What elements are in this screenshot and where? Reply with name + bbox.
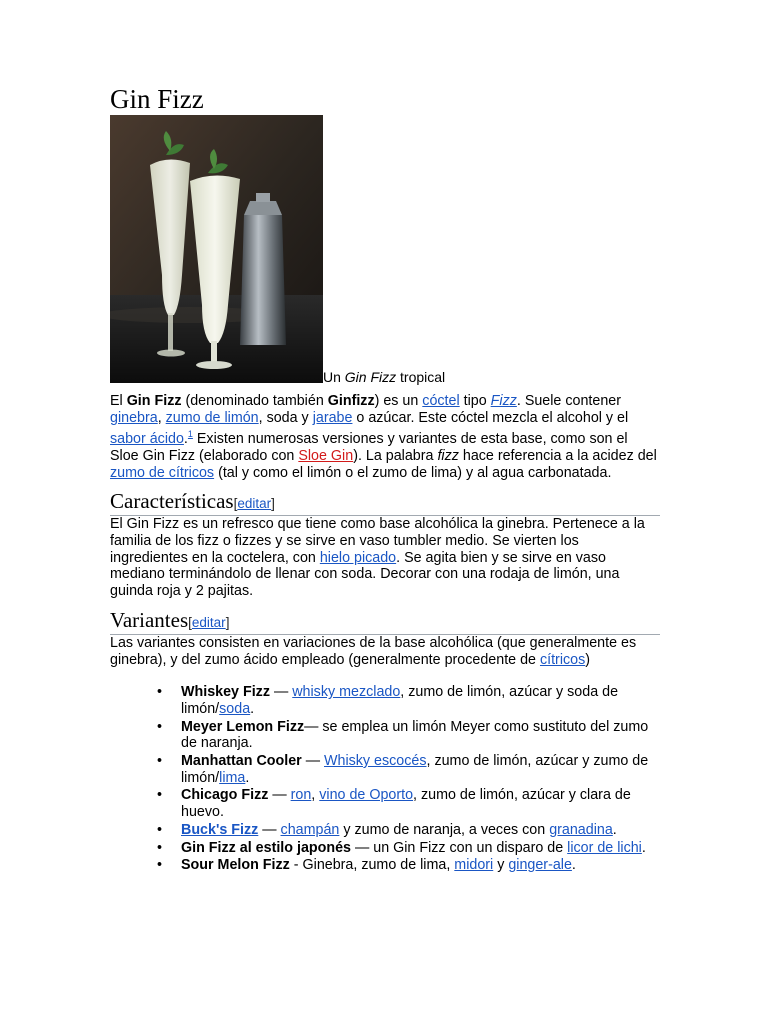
edit-section-control: [editar] [188, 614, 230, 630]
list-item: • Gin Fizz al estilo japonés — un Gin Fizz con un disparo de licor de lichi. [157, 839, 646, 856]
link-fizz[interactable]: Fizz [490, 393, 517, 409]
link-ginebra[interactable]: ginebra [110, 409, 158, 426]
link-licor-de-lichi[interactable]: licor de lichi [567, 839, 642, 856]
link-sloe-gin[interactable]: Sloe Gin [298, 447, 354, 464]
bullet-icon: • [157, 684, 163, 701]
reference-link[interactable]: 1 [187, 429, 193, 440]
link-bucks-fizz[interactable]: Buck's Fizz [181, 821, 259, 838]
bullet-icon: • [157, 718, 163, 735]
intro-paragraph: El Gin Fizz (denominado también Ginfizz) es un cóctel tipo Fizz. Suele contener ginebra, zumo de limón, soda y jarabe o azúcar. Este cóctel mezcla el alcohol y el sabor ácido.$^1$ Existen numerosas versiones y variantes de esta base, como son el Sloe Gin Fizz (elaborado con Sloe Gin). La palabra fizz hace referencia a la acidez del zumo de cítricos (tal y como el limón o el zumo de lima) y al agua carbonatada. [110, 393, 657, 481]
caracteristicas-paragraph: El Gin Fizz es un refresco que tiene como base alcohólica la ginebra. Pertenece a la familia de los fizz o fizzes y se sirve en vaso tumbler medio. Se vierten los ingredientes en la coctelera, con hielo picado. Se agita bien y se sirve en vaso mediano terminándolo de llenar con soda. Decorar con una rodaja de limón, una guinda roja y 2 pajitas. [110, 516, 645, 600]
figure [110, 115, 660, 383]
link-coctel[interactable]: cóctel [422, 393, 460, 409]
link-jarabe[interactable]: jarabe [312, 409, 353, 426]
variants-list [110, 684, 660, 874]
variantes-paragraph: Las variantes consisten en variaciones de la base alcohólica (que generalmente es ginebra), y del zumo ácido empleado (generalmente procedente de cítricos) [110, 634, 637, 668]
section-title: Variantes [110, 607, 189, 632]
link-soda[interactable]: soda [219, 700, 251, 717]
link-granadina[interactable]: granadina [549, 821, 613, 838]
link-ginger-ale[interactable]: ginger-ale [508, 857, 572, 874]
link-zumo-de-limon[interactable]: zumo de limón [165, 409, 259, 426]
bullet-icon: • [157, 821, 163, 838]
link-whisky-mezclado[interactable]: whisky mezclado [292, 684, 401, 701]
link-zumo-de-citricos[interactable]: zumo de cítricos [110, 464, 215, 481]
gin-fizz-photo[interactable] [110, 115, 323, 383]
bullet-icon: • [157, 753, 163, 770]
link-vino-de-oporto[interactable]: vino de Oporto [319, 787, 414, 804]
edit-link[interactable]: editar [237, 496, 272, 512]
image-caption: Un Gin Fizz tropical [323, 369, 446, 385]
section-heading-variantes [110, 606, 660, 635]
list-item: • Meyer Lemon Fizz— se emplea un limón Meyer como sustituto del zumo de naranja. [157, 718, 649, 752]
article-content [110, 84, 660, 875]
bullet-icon: • [157, 857, 163, 874]
link-hielo-picado[interactable]: hielo picado [319, 549, 397, 566]
link-citricos[interactable]: cítricos [539, 651, 586, 668]
link-ron[interactable]: ron [290, 787, 312, 804]
edit-link[interactable]: editar [191, 614, 226, 630]
page-title: Gin Fizz [110, 84, 204, 114]
list-item: • Sour Melon Fizz - Ginebra, zumo de lima, midori y ginger-ale. [157, 857, 576, 874]
link-midori[interactable]: midori [454, 857, 494, 874]
link-sabor-acido[interactable]: sabor ácido [110, 431, 184, 448]
list-item: • Buck's Fizz — champán y zumo de naranja, a veces con granadina. [157, 821, 617, 838]
link-champan[interactable]: champán [280, 821, 340, 838]
link-whisky-escoces[interactable]: Whisky escocés [324, 753, 427, 770]
link-lima[interactable]: lima [219, 769, 246, 786]
section-heading-caracteristicas [110, 487, 660, 516]
bullet-icon: • [157, 787, 163, 804]
list-item: • Manhattan Cooler — Whisky escocés, zumo de limón, azúcar y zumo de limón/lima. [157, 753, 649, 786]
list-item: • Whiskey Fizz — whisky mezclado, zumo de limón, azúcar y soda de limón/soda. [157, 684, 619, 717]
bullet-icon: • [157, 839, 163, 856]
edit-section-control: [editar] [233, 496, 275, 512]
list-item: • Chicago Fizz — ron, vino de Oporto, zumo de limón, azúcar y clara de huevo. [157, 787, 631, 821]
section-title: Características [110, 489, 234, 514]
